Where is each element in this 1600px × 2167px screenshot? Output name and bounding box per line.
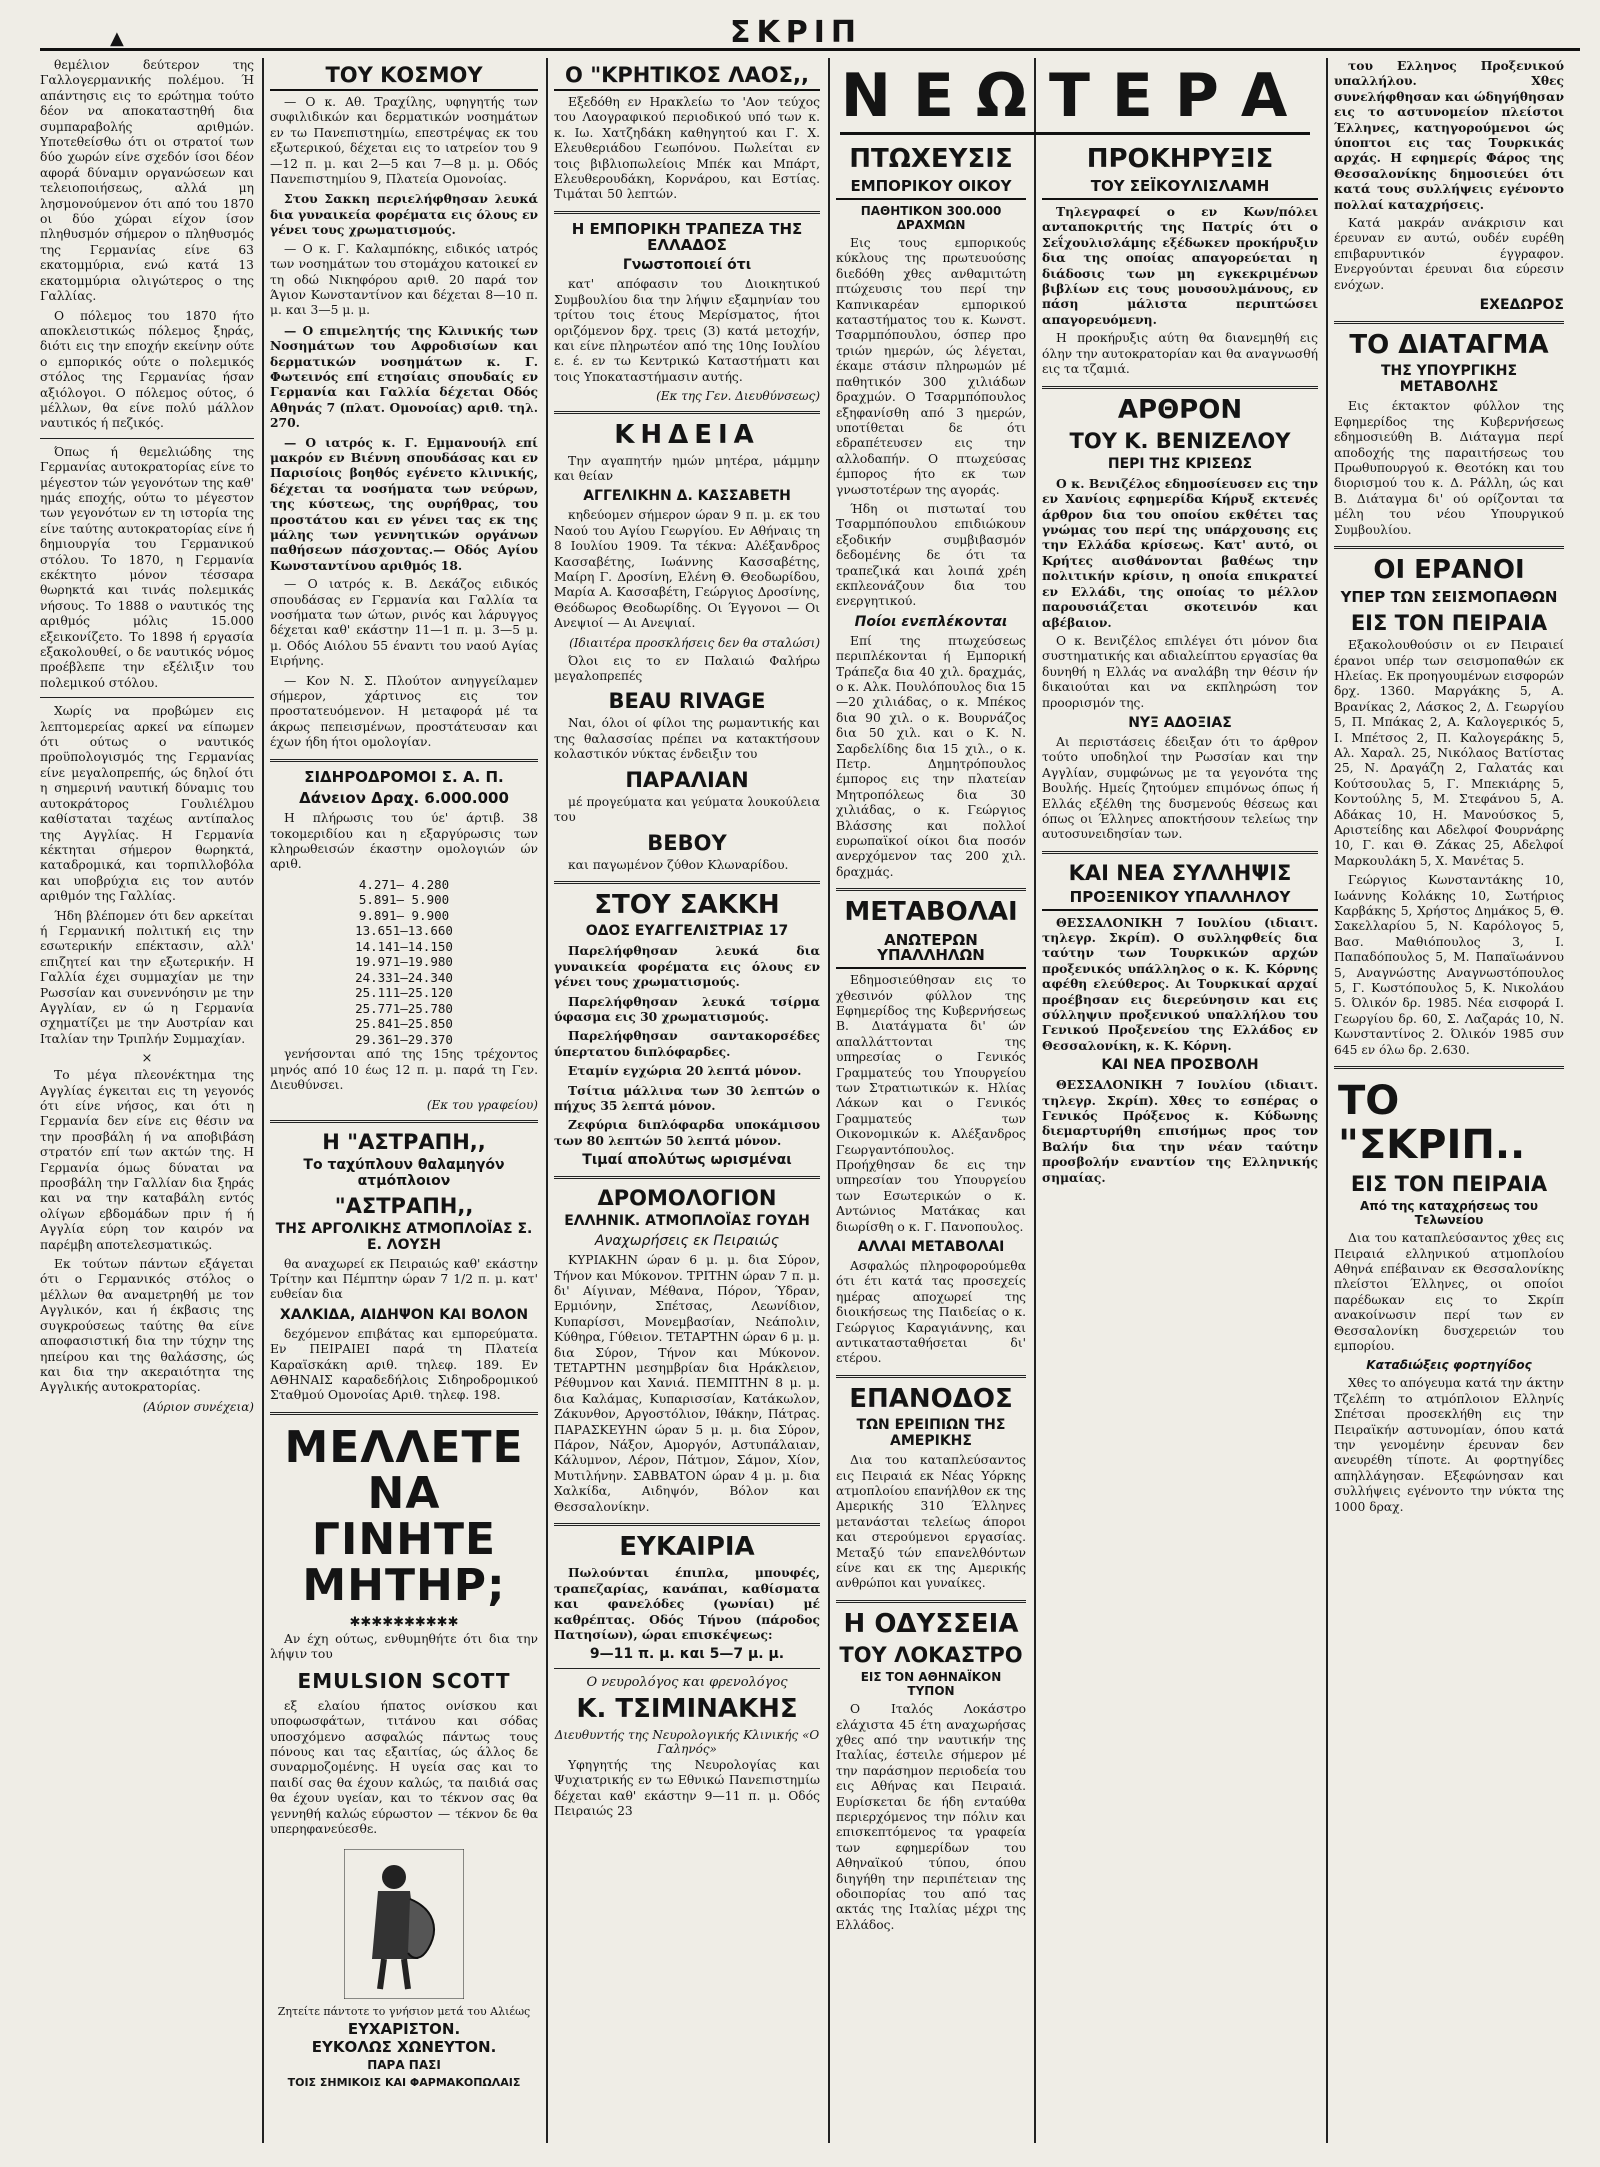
lottery-number: 5.891— 5.900 bbox=[358, 892, 450, 908]
arthron-subtitle: ΤΟΥ Κ. ΒΕΝΙΖΕΛΟΥ bbox=[1069, 428, 1291, 453]
odys-text: Ο Ιταλός Λοκάστρο ελάχιστα 45 έτη αναχωρήσας χθες από την ναυτικήν της Ιταλίας, έστειλε σήμερον μέ την παράσημον περιοδεία του εις Αθήνας και Πειραιά. Ευρίσκεται δε ήδη ενταύθα περιερχόμενος την πόλιν και επισκεπτόμενος τα γραφεία των εφημερίδων του Αθηναϊκού τύπου, όπου διηγήθη την περιπέτειαν της οδοιπορίας του από τας ακτάς της Ιταλίας μέχρι της Ελλάδος. bbox=[836, 1702, 1026, 1932]
ornament-rule: ✱✱✱✱✱✱✱✱✱✱ bbox=[349, 1614, 459, 1630]
column-rule bbox=[1326, 58, 1328, 2143]
divider bbox=[836, 1600, 1026, 1603]
article-paragraph: Χωρίς να προβώμεν εις λεπτομερείας αρκεί να είπωμεν ότι ούτως ο ναυτικός προϋπολογισμός της Γερμανίας είνε μεγαλοπρεπής, ώς δηλοί ότι η σημερινή ναυτική δύναμις του αυτοκράτορος Γουλιέλμου καθίσταται ταχέως αντίπαλος της Αγγλίας. Η Γερμανία κέκτηται σήμερον θωρηκτά, καταδρομικά, και τορπιλλοβόλα και υποβρύχια εις τον αυτόν αριθμόν της Γαλλίας. bbox=[40, 704, 254, 904]
scott-text: εξ ελαίου ήπατος ονίσκου και υποφωσφάτων, τιτάνου και σόδας υποσχόμενο ασφαλώς πάντως τους πόνους και τας εξαιτίας, ώς άλλος δε συναρμοζομένης. Η υγεία σας και το παιδί σας θα έχουν καλώς, τα παιδιά σας θα έχουν υγείαν, και το τέκνον σας θα γεννηθή καλώς εύρωστον — τέκνον δε θα υπερηφανεύεσθε. bbox=[270, 1698, 538, 1836]
eykairia-header: ΕΥΚΑΙΡΙΑ bbox=[619, 1532, 755, 1563]
eykairia-hours: 9—11 π. μ. και 5—7 μ. μ. bbox=[589, 1646, 785, 1663]
divider bbox=[270, 759, 538, 762]
divider bbox=[40, 697, 254, 698]
scott-name: EMULSION SCOTT bbox=[297, 1668, 511, 1693]
rail-header: ΣΙΔΗΡΟΔΡΟΜΟΙ Σ. Α. Π. bbox=[304, 767, 504, 786]
dromo-header: ΔΡΟΜΟΛΟΓΙΟΝ bbox=[597, 1186, 777, 1211]
notice: Κατά μακράν ανάκρισιν και έρευναν εν αυτώ, ουδέν ευρέθη επιβαρυντικόν έγγραφον. Ενεργούνται έρευναι δια εύρεσιν ενόχων. bbox=[1334, 216, 1564, 292]
epan-text: Δια του καταπλεύσαντος εις Πειραιά εκ Νέας Υόρκης ατμοπλοίου επανήλθον εκ της Αμερικής 310 Έλληνες μετανάσται τελείως άποροι και στερούμενοι εργασίας. Μεταξύ τών επανελθόντων είνε και εκ της Αμερικής ανθρώποι και γυναίκες. bbox=[836, 1453, 1026, 1591]
tsimin-intro: Ο νευρολόγος και φρενολόγος bbox=[586, 1675, 788, 1691]
article-paragraph: Όπως ή θεμελιώδης της Γερμανίας αυτοκρατορίας είνε το μέγεστον τών γεγονότων της καθ' ημάς εποχής, ούτω το μέγεστον των γεγονότων εν τη ιστορία της είνε ταύτης αυτοκρατορίας είνε ή δημιουργία του Γερμανικού στόλου. Το 1870, η Γερμανία εκέκτητο μόνον τέσσαρα θωρηκτά και τινάς πολεμικάς νήσους. Το 1888 ο ναυτικός της αριθμός μόλις 15.000 εξεικονίζετο. Το 1898 ή εργασία εξακολουθεί, ο δε ναυτικός νόμος προέβλεπε την εξέλιξιν του πολεμικού στόλου. bbox=[40, 444, 254, 690]
lottery-number: 9.891— 9.900 bbox=[358, 907, 450, 923]
bank-header: Η ΕΜΠΟΡΙΚΗ ΤΡΑΠΕΖΑ ΤΗΣ ΕΛΛΑΔΟΣ bbox=[571, 219, 803, 254]
masthead bbox=[40, 15, 1580, 51]
ptoch-liabilities: ΠΑΘΗΤΙΚΟΝ 300.000 ΔΡΑΧΜΩΝ bbox=[860, 204, 1002, 233]
sakki-item: Παρελήφθησαν λευκά τσίρμα ύφασμα εις 30 χρωματισμούς. bbox=[554, 993, 820, 1024]
diat-header: ΤΟ ΔΙΑΤΑΓΜΑ bbox=[1349, 330, 1549, 361]
lottery-number: 24.331—24.340 bbox=[355, 969, 453, 985]
epan-header: ΕΠΑΝΟΔΟΣ bbox=[849, 1383, 1013, 1414]
arthron-header: ΑΡΘΡΟΝ bbox=[1117, 394, 1243, 425]
metav-subheading: ΑΛΛΑΙ ΜΕΤΑΒΟΛΑΙ bbox=[857, 1239, 1005, 1255]
kideia-text: Την αγαπητήν ημών μητέρα, μάμμην και θείαν bbox=[554, 453, 820, 483]
column-rule bbox=[1034, 58, 1036, 2143]
article-paragraph: Ήδη βλέπομεν ότι δεν αρκείται ή Γερμανική πολιτική εις την εσωτερικήν επέκτασιν, αλλ' επιζητεί και την εξωτερικήν. Η Γαλλία έχει συμμαχίαν με την Ρωσσίαν και συνεννόησιν με την Αγγλίαν, εν ώ η Γερμανία σχηματίζει με την Αυστρίαν και Ιταλίαν την Τριπλήν Συμμαχίαν. bbox=[40, 908, 254, 1046]
metav-header: ΜΕΤΑΒΟΛΑΙ bbox=[844, 897, 1018, 928]
eranoi-text: Γεώργιος Κωνσταντάκης 10, Ιωάννης Κολάκης 10, Σωτήριος Καρβάκης 5, Χρήστος Δημάκος 5, Θ. Σακελλαρίου 5, Ν. Καρόλογος 5, Βασ. Μαθιόπουλος 3, Ι. Παπαδόπουλος 5, Μ. Παπαϊωάννου 5, Αναγνώστης Αναγνωστόπουλος 5, Γ. Κωστόπουλος 5, Κ. Νικολάου 5. Όλικόν δρ. 1985. Νέα εισφορά Ι. Γεωργίου δρ. 60, Σ. Λαζαράς 10, Ν. Κωνσταντίνος 2. Όλικόν 1985 συν 645 εν όλω δρ. 2.630. bbox=[1334, 873, 1564, 1057]
eranoi-subtitle2: ΕΙΣ ΤΟΝ ΠΕΙΡΑΙΑ bbox=[1350, 611, 1548, 636]
skrip-subheading: Καταδιώξεις φορτηγίδος bbox=[1366, 1358, 1532, 1373]
kideia-header: ΚΗΔΕΙΑ bbox=[614, 420, 760, 451]
sakki-item: Ζεφύρια διπλόφαρδα υποκάμισου των 80 λεπτών 50 λεπτά μόνον. bbox=[554, 1117, 820, 1148]
prok-header: ΠΡΟΚΗΡΥΞΙΣ bbox=[1086, 144, 1274, 174]
syl-subheading: ΚΑΙ ΝΕΑ ΠΡΟΣΒΟΛΗ bbox=[1101, 1057, 1259, 1074]
masthead-title: ΣΚΡΙΠ bbox=[730, 15, 862, 50]
syl-header: ΚΑΙ ΝΕΑ ΣΥΛΛΗΨΙΣ bbox=[1068, 860, 1292, 885]
eranoi-text: Εξακολουθούσιν οι εν Πειραιεί έρανοι υπέρ των σεισμοπαθών εκ Ηλείας. Εκ προηγουμένων εισφορών δρχ. 1360. Μαργάκης 5, Α. Βρανίκας 2, Λάσκος 2, Δ. Γεωργίου 5, Π. Μπάκας 2, Α. Καλογερικός 5, Ι. Μπέτσος 2, Π. Καλογεράκης 5, Αλ. Χαραλ. 25, Νικόλαος Βατίστας 25, Ν. Δραγάζη 2, Γαλατάς και Κούτσουλας 5, Γ. Μπεκιάρης 5, Κοντούλης 5, Μ. Στεφάνου 5, Α. Αδάκας 10, Η. Μανούσκος 5, Αριστείδης και Αδελφοί Φουρνάρης 10, Γ. και Θ. Ζάκας 25, Αδελφοί Μαρκουλάκη 5, Χ. Μανέτας 5. bbox=[1334, 638, 1564, 868]
section-header: ΤΟΥ ΚΟΣΜΟΥ bbox=[270, 64, 538, 91]
eranoi-header: ΟΙ ΕΡΑΝΟΙ bbox=[1373, 555, 1525, 586]
lottery-number: 25.771—25.780 bbox=[355, 1000, 453, 1016]
article-paragraph: Εκ τούτων πάντων εξάγεται ότι ο Γερμανικός στόλος ο μέλλων θα αναμετρηθή με τον Αγγλικόν, και ή έκβασις της συγκρούσεως ταύτης θα είνε αποφασιστική δια την τύχην της ηπείρου και της θαλάσσης, ώς και δια την ακεραιότητα της Αγγλικής αυτοκρατορίας. bbox=[40, 1257, 254, 1395]
bank-text: κατ' απόφασιν του Διοικητικού Συμβουλίου δια την λήψιν εξαμηνίαν του τρίτου τοις έτους Μερίσματος, ήτοι οριζόμενον δρχ. τρεις (3) κατά μετοχήν, και είνε πληρωτέον από της 10ης Ιουλίου ε. έ. εν τω Κεντρικώ Καταστήματι και τοις Υποκαταστήμασιν αυτής. bbox=[554, 277, 820, 384]
sakki-item: Εταμίν εγχώρια 20 λεπτά μόνον. bbox=[568, 1063, 802, 1079]
neotera-banner: ΝΕΩΤΕΡΑ bbox=[840, 60, 1310, 135]
skrip-header: ΤΟ "ΣΚΡΙΠ.. bbox=[1338, 1078, 1526, 1169]
divider bbox=[554, 1668, 820, 1669]
column-3 bbox=[554, 58, 820, 2143]
astrapi-info: δεχόμενον επιβάτας και εμπορεύματα. Εν ΠΕΙΡΑΙΕΙ παρά τη Πλατεία Καραϊσκάκη αριθ. τηλεφ. 189. Εν ΑΘΗΝΑΙΣ καραδεδήλοις Σιδηροδρομικού Σταθμού Ομονοίας Αριθ. τηλεφ. 198. bbox=[270, 1326, 538, 1403]
paralian-header: ΠΑΡΑΛΙΑΝ bbox=[625, 767, 749, 792]
article-paragraph: θεμέλιον δεύτερον της Γαλλογερμανικής πολέμου. Ή απάντησις εις το ερώτημα τούτο δέον να αποκαταστηθή δια συμπαραβολής αριθμών. Υποτεθείσθω ότι οι στρατοί των δύο χωρών είνε σχεδόν ίσοι δέον αφορά δύναμιν οργανώσεων και τελειοποιήσεως, αλλά μη λησμονούμενον ότι από του 1870 οι δύο χώραι είχον ίσον πληθυσμόν σήμερον ο πληθυσμός της Γερμανίας είνε 63 εκατομμύρια, ενώ κατά 13 εκατομμύρια ολιγώτερος ο της Γαλλίας. bbox=[40, 58, 254, 304]
beau-text: Ναι, όλοι οί φίλοι της ρωμαντικής και της θαλασσίας πρέπει να κατακτήσουν κολαστικόν νύκτας ένδειξιν του bbox=[554, 716, 820, 762]
arthron-subtitle2: ΠΕΡΙ ΤΗΣ ΚΡΙΣΕΩΣ bbox=[1107, 455, 1253, 472]
sakki-item: Παρελήφθησαν λευκά δια γυναικεία φορέματα εις όλους εν γένει τους χρωματισμούς. bbox=[554, 943, 820, 990]
column-rule bbox=[828, 58, 830, 2143]
dromo-schedule: ΚΥΡΙΑΚΗΝ ώραν 6 μ. μ. δια Σύρον, Τήνον και Μύκονον. ΤΡΙΤΗΝ ώραν 7 π. μ. δι' Αίγιναν, Μέθανα, Πόρον, Ύδραν, Ερμιόνην, Σπέτσας, Λεωνίδιον, Κυπαρίσσι, Μονεμβασίαν, Νεάπολιν, Κύθηρα, Γύθειον. ΤΕΤΑΡΤΗΝ ώραν 6 μ. μ. δια Σύρον, Τήνον και Μύκονον. ΤΕΤΑΡΤΗΝ μεσημβρίαν δια Ηράκλειον, Ρέθυμνον και Χανιά. ΠΕΜΠΤΗΝ 8 μ. μ. δια Καλάμας, Κυπαρισσίαν, Κατάκωλον, Ζάκυνθον, Αργοστόλιον, Ιθάκην, Πάτρας. ΠΑΡΑΣΚΕΥΗΝ ώραν 5 μ. μ. δια Σύρον, Πάρον, Νάξον, Αμοργόν, Αστυπάλαιαν, Κάλυμνον, Λέρον, Πάτμον, Σάμον, Χίον, Μυτιλήνην. ΣΑΒΒΑΤΟΝ ώραν 4 μ. μ. δια Χαλκίδα, Αιδηψόν, Βόλον και Θεσσαλονίκην. bbox=[554, 1253, 820, 1514]
astrapi-text: θα αναχωρεί εκ Πειραιώς καθ' εκάστην Τρίτην και Πέμπτην ώραν 7 1/2 π. μ. κατ' ευθείαν δια bbox=[270, 1256, 538, 1302]
masthead-mark: ▲ bbox=[110, 28, 124, 49]
continuation-note: (Αύριον συνέχεια) bbox=[142, 1399, 254, 1414]
divider bbox=[270, 1412, 538, 1415]
column-1 bbox=[40, 58, 254, 2143]
diat-subtitle: ΤΗΣ ΥΠΟΥΡΓΙΚΗΣ ΜΕΤΑΒΟΛΗΣ bbox=[1380, 363, 1518, 396]
rail-loan: Δάνειον Δραχ. 6.000.000 bbox=[299, 789, 509, 808]
divider bbox=[40, 438, 254, 439]
ptoch-subheading: Ποίοι ενεπλέκονται bbox=[854, 613, 1008, 630]
vevoy-text: και παγωμένον ζύθον Κλωναρίδου. bbox=[568, 857, 789, 872]
nyx-subheading: ΝΥΞ ΑΔΟΞΙΑΣ bbox=[1128, 714, 1232, 731]
rail-signature: (Εκ του γραφείου) bbox=[426, 1097, 538, 1112]
footer-line: ΕΥΚΟΛΩΣ ΧΩΝΕΥΤΟΝ. bbox=[311, 2038, 497, 2057]
divider bbox=[1334, 546, 1564, 549]
divider bbox=[554, 411, 820, 414]
nyx-text: Αι περιστάσεις έδειξαν ότι το άρθρον τούτο υποδηλοί την Ρωσσίαν και την Αγγλίαν, συμφώνως με τα γεγονότα της Βουλής. Ημείς ζητούμεν επιμόνως όπως ή Ελλάς εξέλθη της δυσμενούς θέσεως και όπως οι Έλληνες αποκτήσουν τελείως την αυτοσυνειδησίαν των. bbox=[1042, 734, 1318, 842]
section-mark: × bbox=[141, 1051, 153, 1067]
skrip-subtitle: ΕΙΣ ΤΟΝ ΠΕΙΡΑΙΑ bbox=[1350, 1172, 1548, 1197]
syl-subtitle: ΠΡΟΞΕΝΙΚΟΥ ΥΠΑΛΛΗΛΟΥ bbox=[1042, 890, 1318, 911]
ptoch-text: Επί της πτωχεύσεως περιπλέκονται ή Εμπορική Τράπεζα δια 40 χιλ. δραχμάς, ο κ. Αλκ. Πουλόπουλος δια 15—20 χιλιάδας, ο κ. Μπέκος δια 90 χιλ. ο κ. Βουρνάζος δια 50 χιλ. και ο Κ. Ν. Σαρδελίδης δια 15 χιλ., ο κ. Πετρ. Δημητρόπουλος έμπορος εις την πλατείαν Μητροπόλεως δια 30 χιλιάδας, ο κ. Γεώργιος Βλάσσης και πολλοί ευρωπαϊκοί οίκοι δια ποσόν ανερχόμενον τας 200 χιλ. δραχμάς. bbox=[836, 633, 1026, 879]
divider bbox=[836, 888, 1026, 891]
skrip-text: Χθες το απόγευμα κατά την άκτην Τζελέπη το ατμόπλοιον Ελληνίς Σπέτσαι προσεκλήθη εις την Πειραϊκήν αστυνομίαν, όπου κατά την γενομένην έρευναν δεν ανευρέθη τίποτε. Αι φορτηγίδες απηλλάγησαν. Εξεφώνησαν και συλλήψεις εγένοντο την νύκτα της 1000 δραχ. bbox=[1334, 1376, 1564, 1514]
article-paragraph: Το μέγα πλεονέκτημα της Αγγλίας έγκειται εις τη γεγονός ότι είνε νήσος, και ότι η Γερμανία δεν είνε εις θέσιν να την προσβάλη ή να αποβιβάση στρατόν επί των ακτών της. Η Γερμανία όμως δύναται να προσβάλη την Γαλλίαν δια ξηράς και να την καταβάλη εντός ολίγων εβδομάδων πριν ή ή Αγγλία εύρη τον καιρόν να παρέμβη αποτελεσματικώς. bbox=[40, 1068, 254, 1252]
prok-subtitle: ΤΟΥ ΣΕΪΚΟΥΛΙΣΛΑΜΗ bbox=[1042, 179, 1318, 200]
divider bbox=[554, 1523, 820, 1526]
divider bbox=[1334, 1066, 1564, 1069]
sakki-address: ΟΔΟΣ ΕΥΑΓΓΕΛΙΣΤΡΙΑΣ 17 bbox=[585, 923, 789, 940]
diat-text: Εις έκτακτον φύλλον της Εφημερίδος της Κυβερνήσεως εδημοσιεύθη Β. Διάταγμα περί αποδοχής της παραιτήσεως του Πρωθυπουργού κ. Θεοτόκη και του διορισμού του κ. Δ. Ράλλη, ώς και Β. Διάταγμα δι' ού ορίζονται τα μέλη του νέου Υπουργικού Συμβουλίου. bbox=[1334, 399, 1564, 537]
paralian-text: μέ προγεύματα και γεύματα λουκούλεια του bbox=[554, 794, 820, 825]
column-rule bbox=[546, 58, 548, 2143]
kideia-name: ΑΓΓΕΛΙΚΗΝ Δ. ΚΑΣΣΑΒΕΤΗ bbox=[583, 488, 791, 505]
sakki-header: ΣΤΟΥ ΣΑΚΚΗ bbox=[594, 889, 780, 920]
astrapi-destinations: ΧΑΛΚΙΔΑ, ΑΙΔΗΨΟΝ ΚΑΙ ΒΟΛΟΝ bbox=[279, 1306, 529, 1323]
column-4 bbox=[836, 140, 1026, 2140]
astrapi-company: ΤΗΣ ΑΡΓΟΛΙΚΗΣ ΑΤΜΟΠΛΟΪΑΣ Σ. Ε. ΛΟΥΣΗ bbox=[275, 1220, 533, 1253]
astrapi-header: Η "ΑΣΤΡΑΠΗ,, bbox=[322, 1129, 486, 1154]
lottery-number: 25.841—25.850 bbox=[355, 1016, 453, 1032]
notice: — Κον Ν. Σ. Πλούτον ανηγγείλαμεν σήμερον, χάρτινος εις τον προστατευόμενον. Η μεταφορά μέ τα άκρως πεπεισμένων, προστάτευσαν και έχων ήδη ήτοι ομολογίαν. bbox=[270, 673, 538, 750]
syl-text: ΘΕΣΣΑΛΟΝΙΚΗ 7 Ιουλίου (ιδιαιτ. τηλεγρ. Σκρίπ). Χθες το εσπέρας ο Γενικός Πρόξενος κ. Κύδωνης διεμαρτυρήθη επισήμως προς τον Βαλήν δια την νέαν ταύτην προσβολήν εναντίον της Ελληνικής σημαίας. bbox=[1042, 1077, 1318, 1185]
dromo-subtitle: Αναχωρήσεις εκ Πειραιώς bbox=[594, 1233, 780, 1250]
tsimin-subtitle: Διευθυντής της Νευρολογικής Κλινικής «Ο Γαληνός» bbox=[554, 1727, 820, 1756]
ptoch-subtitle: ΕΜΠΟΡΙΚΟΥ ΟΙΚΟΥ bbox=[836, 179, 1026, 200]
metav-text: Εδημοσιεύθησαν εις το χθεσινόν φύλλον της Εφημερίδος της Κυβερνήσεως Β. Διατάγματα δι' ών απαλλάττονται της υπηρεσίας ο Γενικός Γραμματεύς του Υπουργείου των Στρατιωτικών κ. Ηλίας Λάκων και ο Γενικός Γραμματεύς των Οικονομικών κ. Αλέξανδρος Γεωργαντόπουλος. Προήχθησαν δε εις την υπηρεσίαν του Υπουργείου των Εσωτερικών ο κ. Αντώνιος Ματάκας και διωρίσθη ο κ. Γ. Πανοπουλος. bbox=[836, 973, 1026, 1234]
divider bbox=[1042, 851, 1318, 854]
bank-signature: (Εκ της Γεν. Διευθύνσεως) bbox=[656, 389, 820, 404]
arthron-text: Ο κ. Βενιζέλος εδημοσίευσεν εις την εν Χανίοις εφημερίδα Κήρυξ εκτενές άρθρον δια του οποίου εκθέτει τας γνώμας του περί της υπάρχουσης εις την Ελλάδα κρίσεως. Κατ' αυτό, οι Κρήτες αισθάνονται βαθέως την πολιτικήν κρίσιν, η οποία επικρατεί εν Ελλάδι, της οποίας το μέλλον παρουσιάζεται σκοτεινόν και αβέβαιον. bbox=[1042, 475, 1318, 630]
notice: Εξεδόθη εν Ηρακλείω το 'Αον τεύχος του Λαογραφικού περιοδικού υπό των κ. κ. Ιω. Χατζηδάκη καθηγητού και Γ. Χ. Ελευθεριάδου Γεωπόνου. Πωλείται εν τοις βιβλιοπωλείοις Μπέκ και Μπάρτ, Ελευθερουδάκη, Κορνάρου, και Εστίας. Τιμάται 50 λεπτών. bbox=[554, 95, 820, 202]
column-6 bbox=[1334, 58, 1564, 2143]
scott-text: Αν έχη ούτως, ενθυμηθήτε ότι δια την λήψιν του bbox=[270, 1631, 538, 1662]
notice: — Ο κ. Γ. Καλαμπόκης, ειδικός ιατρός των νοσημάτων του στομάχου κατοικεί εν τη οδώ Νικηφόρου αριθ. 20 παρά τον Άγιον Κωνσταντίνον και δέχεται 8—10 π. μ. και 3—5 μ. μ. bbox=[270, 241, 538, 318]
epan-subtitle: ΤΩΝ ΕΡΕΙΠΙΩΝ ΤΗΣ ΑΜΕΡΙΚΗΣ bbox=[856, 1417, 1006, 1450]
section-header: Ο "ΚΡΗΤΙΚΟΣ ΛΑΟΣ,, bbox=[554, 64, 820, 91]
notice: του Ελληνος Προξενικού υπαλλήλου. Χθες συνελήφθησαν και ώδηγήθησαν εις το αστυνομείον πλείστοι Έλληνες, κατηγορούμενοι ώς ύποπτοι εις τας Τουρκικάς αρχάς. Η εφημερίς Φάρος της Θεσσαλονίκης δημοσιεύει ότι κατά τους συλλήψεις εγένοντο πολλαί καταχρήσεις. bbox=[1334, 58, 1564, 212]
footer-line: ΠΑΡΑ ΠΑΣΙ bbox=[367, 2058, 441, 2073]
article-paragraph: Ο πόλεμος του 1870 ήτο αποκλειστικώς πόλεμος ξηράς, διότι εις την εποχήν εκείνην ούτε ο εμπορικός ούτε ο πολεμικός στόλος της Γερμανίας ήσαν αξιόλογοι. Ο πόλεμος ούτος, ό μέλλων, θα είνε πολύ μάλλον ναυτικός ή πεζικός. bbox=[40, 308, 254, 431]
lottery-number: 25.111—25.120 bbox=[355, 985, 453, 1001]
mellete-headline: ΜΕΛΛΕΤΕ ΝΑ ΓΙΝΗΤΕ ΜΗΤΗΡ; bbox=[284, 1421, 524, 1611]
astrapi-name: "ΑΣΤΡΑΠΗ,, bbox=[334, 1193, 474, 1218]
sakki-prices: Τιμαί απολύτως ωρισμέναι bbox=[582, 1152, 792, 1169]
divider bbox=[554, 881, 820, 884]
ptoch-text: Εις τους εμπορικούς κύκλους της πρωτευούσης διεδόθη χθες ανθαμιτώτη πτώχευσις του περί την Καπνικαρέαν εμπορικού καταστήματος του κ. Κωνστ. Τσαρμπόπουλου, όσπερ προ τριών ημερών, ώς λέγεται, έκαμε στάσιν πληρωμών μέ παθητικόν 300 χιλιάδων δραχμών. Ο Τσαρμπόπουλος εξηφανίσθη από 3 ημερών, υποτίθεται δε ότι εδραπέτευσεν εις την αλλοδαπήν. Ο πτωχεύσας έμπορος ήτο εκ των γνωστοτέρων της αγοράς. bbox=[836, 236, 1026, 497]
sakki-item: Παρελήφθησαν σαντακορσέδες ύπερτατου διπλόφαρδες. bbox=[554, 1028, 820, 1059]
odys-header: Η ΟΔΥΣΣΕΙΑ bbox=[843, 1608, 1019, 1639]
ptoch-header: ΠΤΩΧΕΥΣΙΣ bbox=[849, 144, 1013, 174]
lottery-number: 14.141—14.150 bbox=[355, 938, 453, 954]
lottery-list bbox=[270, 877, 538, 1048]
ptoch-text: Ήδη οι πιστωταί του Τσαρμπόπουλου επιδιώκουν εξοδικήν συμβιβασμόν δεδομένης δε ότι τα τραπεζικά και λοιπά χρέη εκπλεονάζουν δια του ενεργητικού. bbox=[836, 501, 1026, 609]
footer-line: ΕΥΧΑΡΙΣΤΟΝ. bbox=[347, 2020, 461, 2039]
eranoi-subtitle: ΥΠΕΡ ΤΩΝ ΣΕΙΣΜΟΠΑΘΩΝ bbox=[1340, 588, 1558, 607]
sakki-item: Τσίτια μάλλινα των 30 λεπτών ο πήχυς 35 λεπτά μόνον. bbox=[554, 1082, 820, 1113]
exed-header: ΕΧΕΔΩΡΟΣ bbox=[1479, 297, 1564, 314]
column-rule bbox=[262, 58, 264, 2143]
prok-text: Η προκήρυξις αύτη θα διανεμηθή εις όλην την αυτοκρατορίαν και θα αναγνωσθή εις τα τζαμιά. bbox=[1042, 331, 1318, 377]
lottery-number: 13.651—13.660 bbox=[355, 923, 453, 939]
divider bbox=[554, 1176, 820, 1179]
kideia-note: Όλοι εις το εν Παλαιώ Φαλήρω μεγαλοπρεπές bbox=[554, 653, 820, 683]
beau-header: BEAU RIVAGE bbox=[608, 689, 766, 714]
notice: Στου Σακκη περιελήφθησαν λευκά δια γυναικεία φορέματα εις όλους εν γένει τους χρωματισμούς. bbox=[270, 191, 538, 238]
tsimin-text: Υφηγητής της Νευρολογίας και Ψυχιατρικής εν τω Εθνικώ Πανεπιστημίω δέχεται καθ' εκάστην 9—11 π. μ. Οδός Πειραιώς 23 bbox=[554, 1757, 820, 1818]
odys-subtitle2: ΕΙΣ ΤΟΝ ΑΘΗΝΑΪΚΟΝ ΤΥΠΟΝ bbox=[860, 1670, 1002, 1699]
syl-text: ΘΕΣΣΑΛΟΝΙΚΗ 7 Ιουλίου (ιδιαιτ. τηλεγρ. Σκρίπ). Ο συλληφθείς δια ταύτην των Τουρκικών αρχών προξενικός υπάλληλος ο κ. Κ. Κόρνης αφέθη ελεύθερος. Αι Τουρκικαί αρχαί προέβησαν εις διερεύνησιν και εις σύλληψιν προξενικού υπαλλήλου του Γενικού Προξενείου της Ελλάδος εν Θεσσαλονίκη, κ. Κ. Κόρνη. bbox=[1042, 914, 1318, 1053]
kideia-signature: (Ιδιαιτέρα προσκλήσεις δεν θα σταλώσι) bbox=[569, 635, 820, 650]
odys-subtitle: ΤΟΥ ΛΟΚΑΣΤΡΟ bbox=[839, 1643, 1023, 1668]
prok-text: Τηλεγραφεί ο εν Κων/πόλει ανταποκριτής της Πατρίς ότι ο Σεΐχουλισλάμης εξέδωκεν προκήρυξιν δια της οποίας απαγορεύεται η διάδοσις των μη εγκεκριμένων βιβλίων εις τους μουσουλμάνους, εν πάση μάλιστα περιπτώσει απαγορευόμενη. bbox=[1042, 204, 1318, 327]
divider bbox=[554, 211, 820, 214]
column-5 bbox=[1042, 140, 1318, 2140]
eykairia-text: Πωλούνται έπιπλα, μπουφές, τραπεζαρίας, κανάπαι, καθίσματα και φανελόδες (γωνίαι) μέ καθρέπτας. Οδός Τήνου (πάροδος Πατησίων), ώραι επισκέψεως: bbox=[554, 1565, 820, 1643]
lottery-number: 19.971—19.980 bbox=[355, 954, 453, 970]
divider bbox=[1042, 386, 1318, 389]
bank-subtitle: Γνωστοποιεί ότι bbox=[622, 257, 752, 274]
divider bbox=[1334, 321, 1564, 324]
metav-text: Ασφαλώς πληροφορούμεθα ότι έτι κατά τας προσεχείς ημέρας αποχωρεί της διοικήσεως της Παιδείας ο κ. Γεώργιος Καραγιάννης, και αντικατασταθήσεται δι' ετέρου. bbox=[836, 1259, 1026, 1366]
dromo-company: ΕΛΛΗΝΙΚ. ΑΤΜΟΠΛΟΪΑΣ ΓΟΥΔΗ bbox=[564, 1213, 810, 1230]
skrip-text: Δια του καταπλεύσαντος χθες εις Πειραιά ελληνικού ατμοπλοίου Αθηνά επέβαιναν εκ Θεσσαλονίκης πλείστοι Έλληνες, οι οποίοι παρέδωκαν εις το Σκρίπ ανακοίνωσιν περί των εν Θεσσαλονίκη δυσχερειών του εμπορίου. bbox=[1334, 1231, 1564, 1353]
kideia-text: κηδεύομεν σήμερον ώραν 9 π. μ. εκ του Ναού του Αγίου Γεωργίου. Εν Αθήναις τη 8 Ιουλίου 1909. Τα τέκνα: Αλέξανδρος Κασσαβέτης, Ιωάννης Κασσαβέτης, Μαίρη Γ. Δροσίνη, Ελένη Θ. Θεοδωρίδου, Μαρία Α. Κασσαβέτη, Γεώργιος Δροσίνης, Θεόδωρος Θεοδωρίδης. Οι Έγγονοι — Οι Ανεψιοί — Αι Ανεψιαί. bbox=[554, 508, 820, 631]
astrapi-subtitle: Το ταχύπλουν θαλαμηγόν ατμόπλοιον bbox=[303, 1156, 505, 1189]
arthron-text: Ο κ. Βενιζέλος επιλέγει ότι μόνον δια συστηματικής και αδιαλείπτου εργασίας θα δυνηθή η Ελλάς να αναλάβη την θέσιν ήν δικαιούται και να εκπληρώση τον προορισμόν της. bbox=[1042, 633, 1318, 710]
notice: — Ο κ. Αθ. Τραχίλης, υφηγητής των συφιλιδικών και δερματικών νοσημάτων εν τω Πανεπιστημίω, επεστρέψας εκ του εξωτερικού, δέχεται εις το ιατρείον του 9—12 π. μ. και 2—5 και 7—8 μ. μ. Οδός Πανεπιστημίου 9, Πλατεία Ομονοίας. bbox=[270, 95, 538, 187]
column-2 bbox=[270, 58, 538, 2143]
notice: — Ο ιατρός κ. Γ. Εμμανουήλ επί μακρόν εν Βιέννη σπουδάσας και εν Παρισίοις βοηθός εγένετο κλινικής, δέχεται τα νοσήματα των νεύρων, της κύστεως, της ουρήθρας, του προστάτου και εν γένει τας εκ της μάλης των γεννητικών οργάνων παθήσεων πάσχοντας.— Οδός Αγίου Κωνσταντίνου αριθμός 18. bbox=[270, 434, 538, 573]
skrip-subtitle2: Από της καταχρήσεως του Τελωνείου bbox=[1360, 1199, 1538, 1228]
divider bbox=[270, 1120, 538, 1123]
lottery-number: 4.271— 4.280 bbox=[358, 876, 450, 892]
notice: — Ο ιατρός κ. Β. Δεκάζος ειδικός σπουδάσας εν Γερμανία και Γαλλία τα νοσήματα των ώτων, ρινός και λάρυγγος δέχεται καθ' εκάστην 11—1 π. μ. 3—5 μ. μ. Οδός Αιόλου 55 έναντι του ναού Αγίας Ειρήνης. bbox=[270, 577, 538, 669]
footer-line: ΤΟΙΣ ΣΗΜΙΚΟΙΣ ΚΑΙ ΦΑΡΜΑΚΟΠΩΛΑΙΣ bbox=[287, 2076, 521, 2090]
lottery-number: 29.361—29.370 bbox=[355, 1031, 453, 1047]
rail-outro: γενήσονται από της 15ης τρέχοντος μηνός από 10 έως 12 π. μ. παρά τη Γεν. Διευθύνσει. bbox=[270, 1047, 538, 1093]
vevoy-header: ΒΕΒΟΥ bbox=[647, 830, 727, 855]
notice: — Ο επιμελητής της Κλινικής των Νοσημάτων του Αφροδισίων και δερματικών νοσημάτων κ. Γ. Φωτεινός επί ετησίαις σπουδαίς εν Γερμανία και Γαλλία δέχεται Οδός Αθηνάς 7 (πλατ. Ομονοίας) αριθ. τηλ. 270. bbox=[270, 322, 538, 431]
metav-subtitle: ΑΝΩΤΕΡΩΝ ΥΠΑΛΛΗΛΩΝ bbox=[836, 933, 1026, 970]
fisherman-logo-icon bbox=[344, 1849, 464, 1999]
tsimin-name: Κ. ΤΣΙΜΙΝΑΚΗΣ bbox=[576, 1694, 798, 1725]
divider bbox=[836, 1375, 1026, 1378]
figure-caption: Ζητείτε πάντοτε το γνήσιον μετά του Αλιέως bbox=[277, 2005, 531, 2019]
rail-intro: Η πλήρωσις του ύε' άρτιβ. 38 τοκομεριδίου και η εξαργύρωσις των κληρωθεισών έκαστην ομολογιών ών αριθ. bbox=[270, 811, 538, 872]
